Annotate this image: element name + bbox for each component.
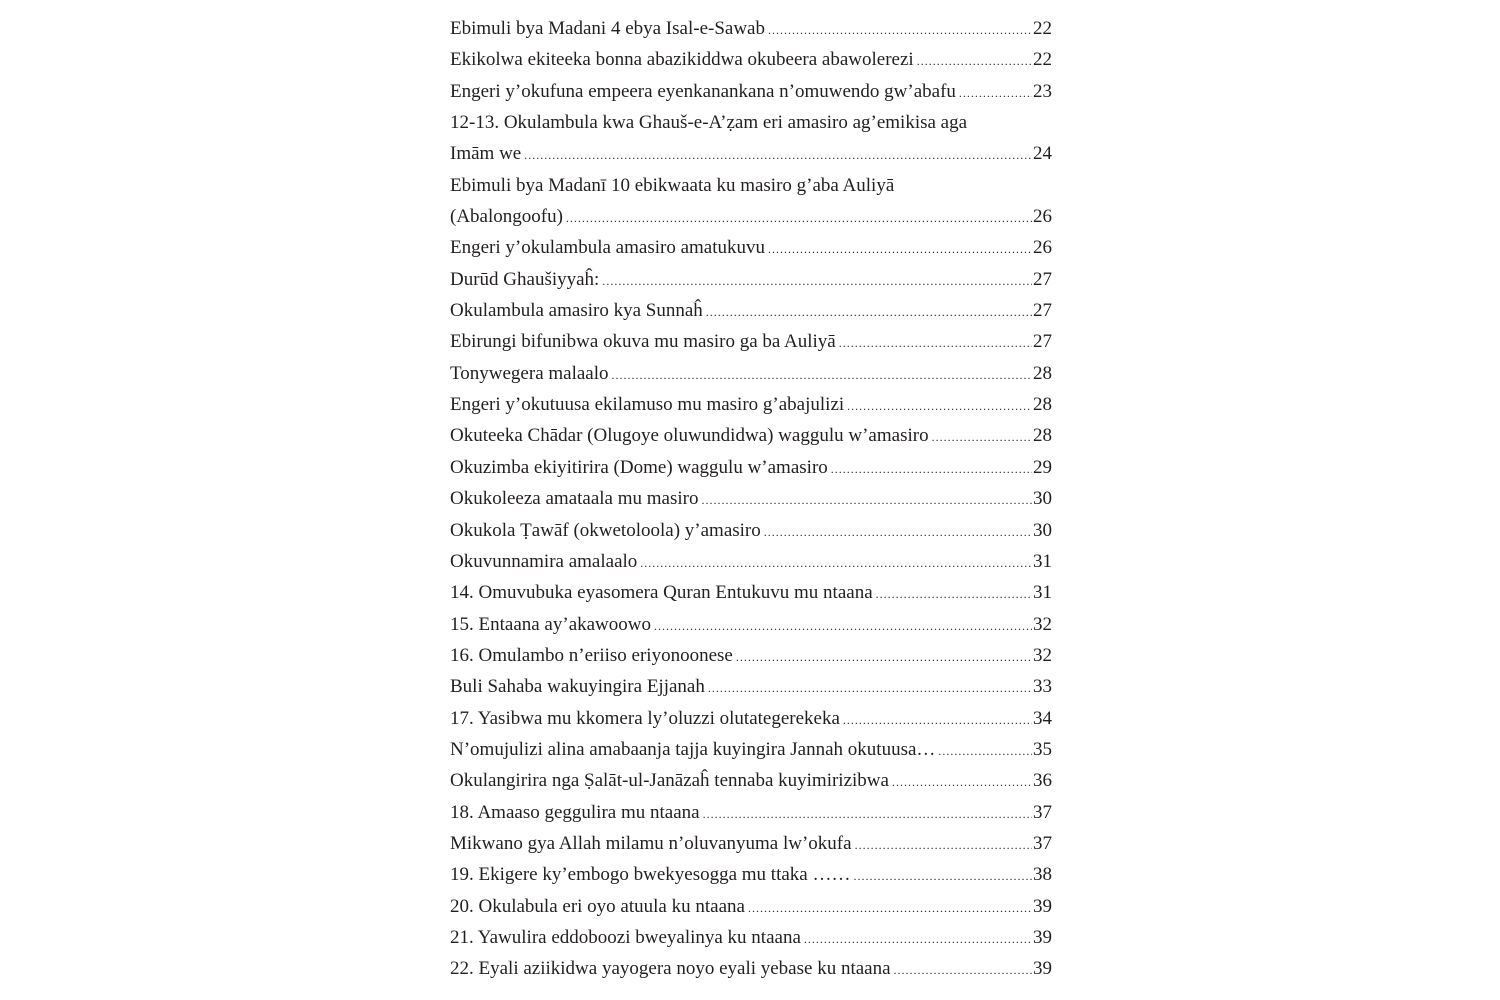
toc-entry-title: Ebirungi bifunibwa okuva mu masiro ga ba Auliyā	[450, 331, 836, 353]
table-of-contents	[450, 13, 1052, 985]
toc-entry-page-number: 32	[1033, 613, 1052, 635]
toc-entry-page-number: 29	[1033, 456, 1052, 478]
toc-entry-page-number: 30	[1033, 488, 1052, 510]
toc-entry-title: 21. Yawulira eddoboozi bweyalinya ku ntaana	[450, 926, 801, 948]
dot-leader	[894, 955, 1032, 986]
toc-entry-title: Okulambula amasiro kya Sunnaĥ	[450, 300, 703, 322]
dot-leader	[932, 422, 1032, 453]
toc-entry-title: Okuzimba ekiyitirira (Dome) waggulu w’amasiro	[450, 456, 828, 478]
toc-entry[interactable]	[450, 609, 1052, 640]
toc-entry[interactable]	[450, 828, 1052, 859]
toc-entry-title: Okukola Ṭawāf (okwetoloola) y’amasiro	[450, 519, 761, 541]
toc-entry[interactable]	[450, 483, 1052, 514]
toc-entry-page-number: 28	[1033, 362, 1052, 384]
toc-entry-page-number: 22	[1033, 49, 1052, 71]
dot-leader	[524, 140, 1032, 171]
dot-leader	[959, 78, 1032, 109]
dot-leader	[708, 673, 1032, 704]
toc-entry-page-number: 39	[1033, 926, 1052, 948]
dot-leader	[876, 579, 1032, 610]
toc-entry[interactable]	[450, 953, 1052, 984]
toc-entry-title: Engeri y’okulambula amasiro amatukuvu	[450, 237, 765, 259]
dot-leader	[938, 736, 1032, 767]
dot-leader	[602, 266, 1032, 297]
toc-entry[interactable]	[450, 420, 1052, 451]
toc-entry-page-number: 28	[1033, 425, 1052, 447]
toc-entry[interactable]	[450, 859, 1052, 890]
toc-entry-page-number: 27	[1033, 268, 1052, 290]
toc-entry-page-number: 33	[1033, 676, 1052, 698]
toc-entry[interactable]	[450, 358, 1052, 389]
dot-leader	[839, 328, 1032, 359]
toc-entry[interactable]	[450, 13, 1052, 44]
dot-leader	[847, 391, 1032, 422]
toc-entry-page-number: 35	[1033, 738, 1052, 760]
toc-entry[interactable]	[450, 765, 1052, 796]
toc-entry[interactable]	[450, 671, 1052, 702]
dot-leader	[843, 705, 1032, 736]
toc-entry[interactable]	[450, 295, 1052, 326]
toc-entry-title: Ekikolwa ekiteeka bonna abazikiddwa okubeera abawolerezi	[450, 49, 914, 71]
toc-entry-page-number: 31	[1033, 582, 1052, 604]
toc-entry-page-number: 30	[1033, 519, 1052, 541]
toc-entry[interactable]	[450, 138, 1052, 169]
toc-entry-page-number: 28	[1033, 394, 1052, 416]
toc-entry-page-number: 36	[1033, 770, 1052, 792]
toc-entry[interactable]	[450, 232, 1052, 263]
toc-entry[interactable]	[450, 577, 1052, 608]
dot-leader	[703, 799, 1032, 830]
dot-leader	[701, 485, 1032, 516]
toc-entry[interactable]	[450, 452, 1052, 483]
toc-entry-page-number: 37	[1033, 801, 1052, 823]
toc-entry-title: Okulangirira nga Ṣalāt-ul-Janāzaĥ tennaba kuyimirizibwa	[450, 770, 889, 792]
toc-entry-title: Okuvunnamira amalaalo	[450, 550, 638, 572]
toc-entry-page-number: 31	[1033, 550, 1052, 572]
toc-entry-page-number: 22	[1033, 18, 1052, 39]
toc-entry[interactable]	[450, 515, 1052, 546]
dot-leader	[853, 861, 1032, 892]
toc-entry[interactable]	[450, 891, 1052, 922]
toc-entry-page-number: 26	[1033, 206, 1052, 228]
toc-entry[interactable]	[450, 264, 1052, 295]
dot-leader	[855, 830, 1032, 861]
toc-entry-title: Tonywegera malaalo	[450, 362, 609, 384]
toc-entry[interactable]	[450, 922, 1052, 953]
toc-entry-page-number: 23	[1033, 80, 1052, 102]
toc-entry-title: 18. Amaaso geggulira mu ntaana	[450, 801, 700, 823]
toc-entry-title: Ebimuli bya Madanī 10 ebikwaata ku masiro g’aba Auliyā	[450, 174, 895, 196]
toc-entry[interactable]	[450, 546, 1052, 577]
toc-entry-title: 15. Entaana ay’akawoowo	[450, 613, 652, 635]
toc-entry-title: Engeri y’okufuna empeera eyenkanankana n’omuwendo gw’abafu	[450, 80, 956, 102]
toc-entry[interactable]	[450, 76, 1052, 107]
toc-entry-page-number: 32	[1033, 644, 1052, 666]
toc-entry-title: Okukoleeza amataala mu masiro	[450, 488, 699, 510]
dot-leader	[764, 517, 1032, 548]
toc-entry-page-number: 27	[1033, 331, 1052, 353]
toc-entry[interactable]	[450, 170, 1052, 201]
dot-leader	[917, 46, 1032, 77]
toc-entry-title: Ebimuli bya Madani 4 ebya Isal-e-Sawab	[450, 18, 765, 39]
dot-leader	[654, 611, 1032, 642]
toc-entry[interactable]	[450, 640, 1052, 671]
toc-entry-page-number: 39	[1033, 895, 1052, 917]
toc-entry-title: Buli Sahaba wakuyingira Ejjanah	[450, 676, 705, 698]
toc-entry-page-number: 38	[1033, 864, 1052, 886]
dot-leader	[804, 924, 1032, 955]
dot-leader	[768, 15, 1032, 46]
toc-entry-title: 16. Omulambo n’eriiso eriyonoonese	[450, 644, 733, 666]
toc-entry[interactable]	[450, 389, 1052, 420]
toc-entry[interactable]	[450, 734, 1052, 765]
toc-entry-title: 20. Okulabula eri oyo atuula ku ntaana	[450, 895, 745, 917]
toc-entry-title: Engeri y’okutuusa ekilamuso mu masiro g’abajulizi	[450, 394, 845, 416]
dot-leader	[736, 642, 1032, 673]
toc-entry-title: 17. Yasibwa mu kkomera ly’oluzzi olutategerekeka	[450, 707, 840, 729]
toc-entry-title: N’omujulizi alina amabaanja tajja kuyingira Jannah okutuusa…	[450, 738, 936, 760]
toc-entry-title: Durūd Ghaušiyyaĥ:	[450, 268, 600, 290]
dot-leader	[748, 893, 1032, 924]
toc-entry-title: Mikwano gya Allah milamu n’oluvanyuma lw’okufa	[450, 832, 852, 854]
toc-entry[interactable]	[450, 703, 1052, 734]
toc-entry-page-number: 39	[1033, 958, 1052, 980]
dot-leader	[706, 297, 1032, 328]
toc-entry-title: 22. Eyali aziikidwa yayogera noyo eyali yebase ku ntaana	[450, 958, 891, 980]
toc-entry-title: 14. Omuvubuka eyasomera Quran Entukuvu mu ntaana	[450, 582, 873, 604]
toc-entry-page-number: 34	[1033, 707, 1052, 729]
dot-leader	[831, 454, 1032, 485]
toc-entry-title: Okuteeka Chādar (Olugoye oluwundidwa) waggulu w’amasiro	[450, 425, 929, 447]
toc-entry-page-number: 26	[1033, 237, 1052, 259]
dot-leader	[768, 234, 1032, 265]
toc-entry-title: 12-13. Okulambula kwa Ghauš-e-A’ẓam eri amasiro ag’emikisa aga	[450, 112, 968, 134]
toc-entry-page-number: 37	[1033, 832, 1052, 854]
toc-entry[interactable]	[450, 797, 1052, 828]
dot-leader	[640, 548, 1032, 579]
toc-entry[interactable]	[450, 44, 1052, 75]
dot-leader	[612, 360, 1032, 391]
toc-entry-page-number: 24	[1033, 143, 1052, 165]
dot-leader	[892, 767, 1032, 798]
toc-entry[interactable]	[450, 201, 1052, 232]
toc-entry-title: Imām we	[450, 143, 522, 165]
toc-entry-title: (Abalongoofu)	[450, 206, 563, 228]
dot-leader	[566, 203, 1032, 234]
toc-entry[interactable]	[450, 107, 1052, 138]
toc-entry-title: 19. Ekigere ky’embogo bwekyesogga mu ttaka ……	[450, 864, 851, 886]
toc-entry[interactable]	[450, 326, 1052, 357]
toc-entry-page-number: 27	[1033, 300, 1052, 322]
